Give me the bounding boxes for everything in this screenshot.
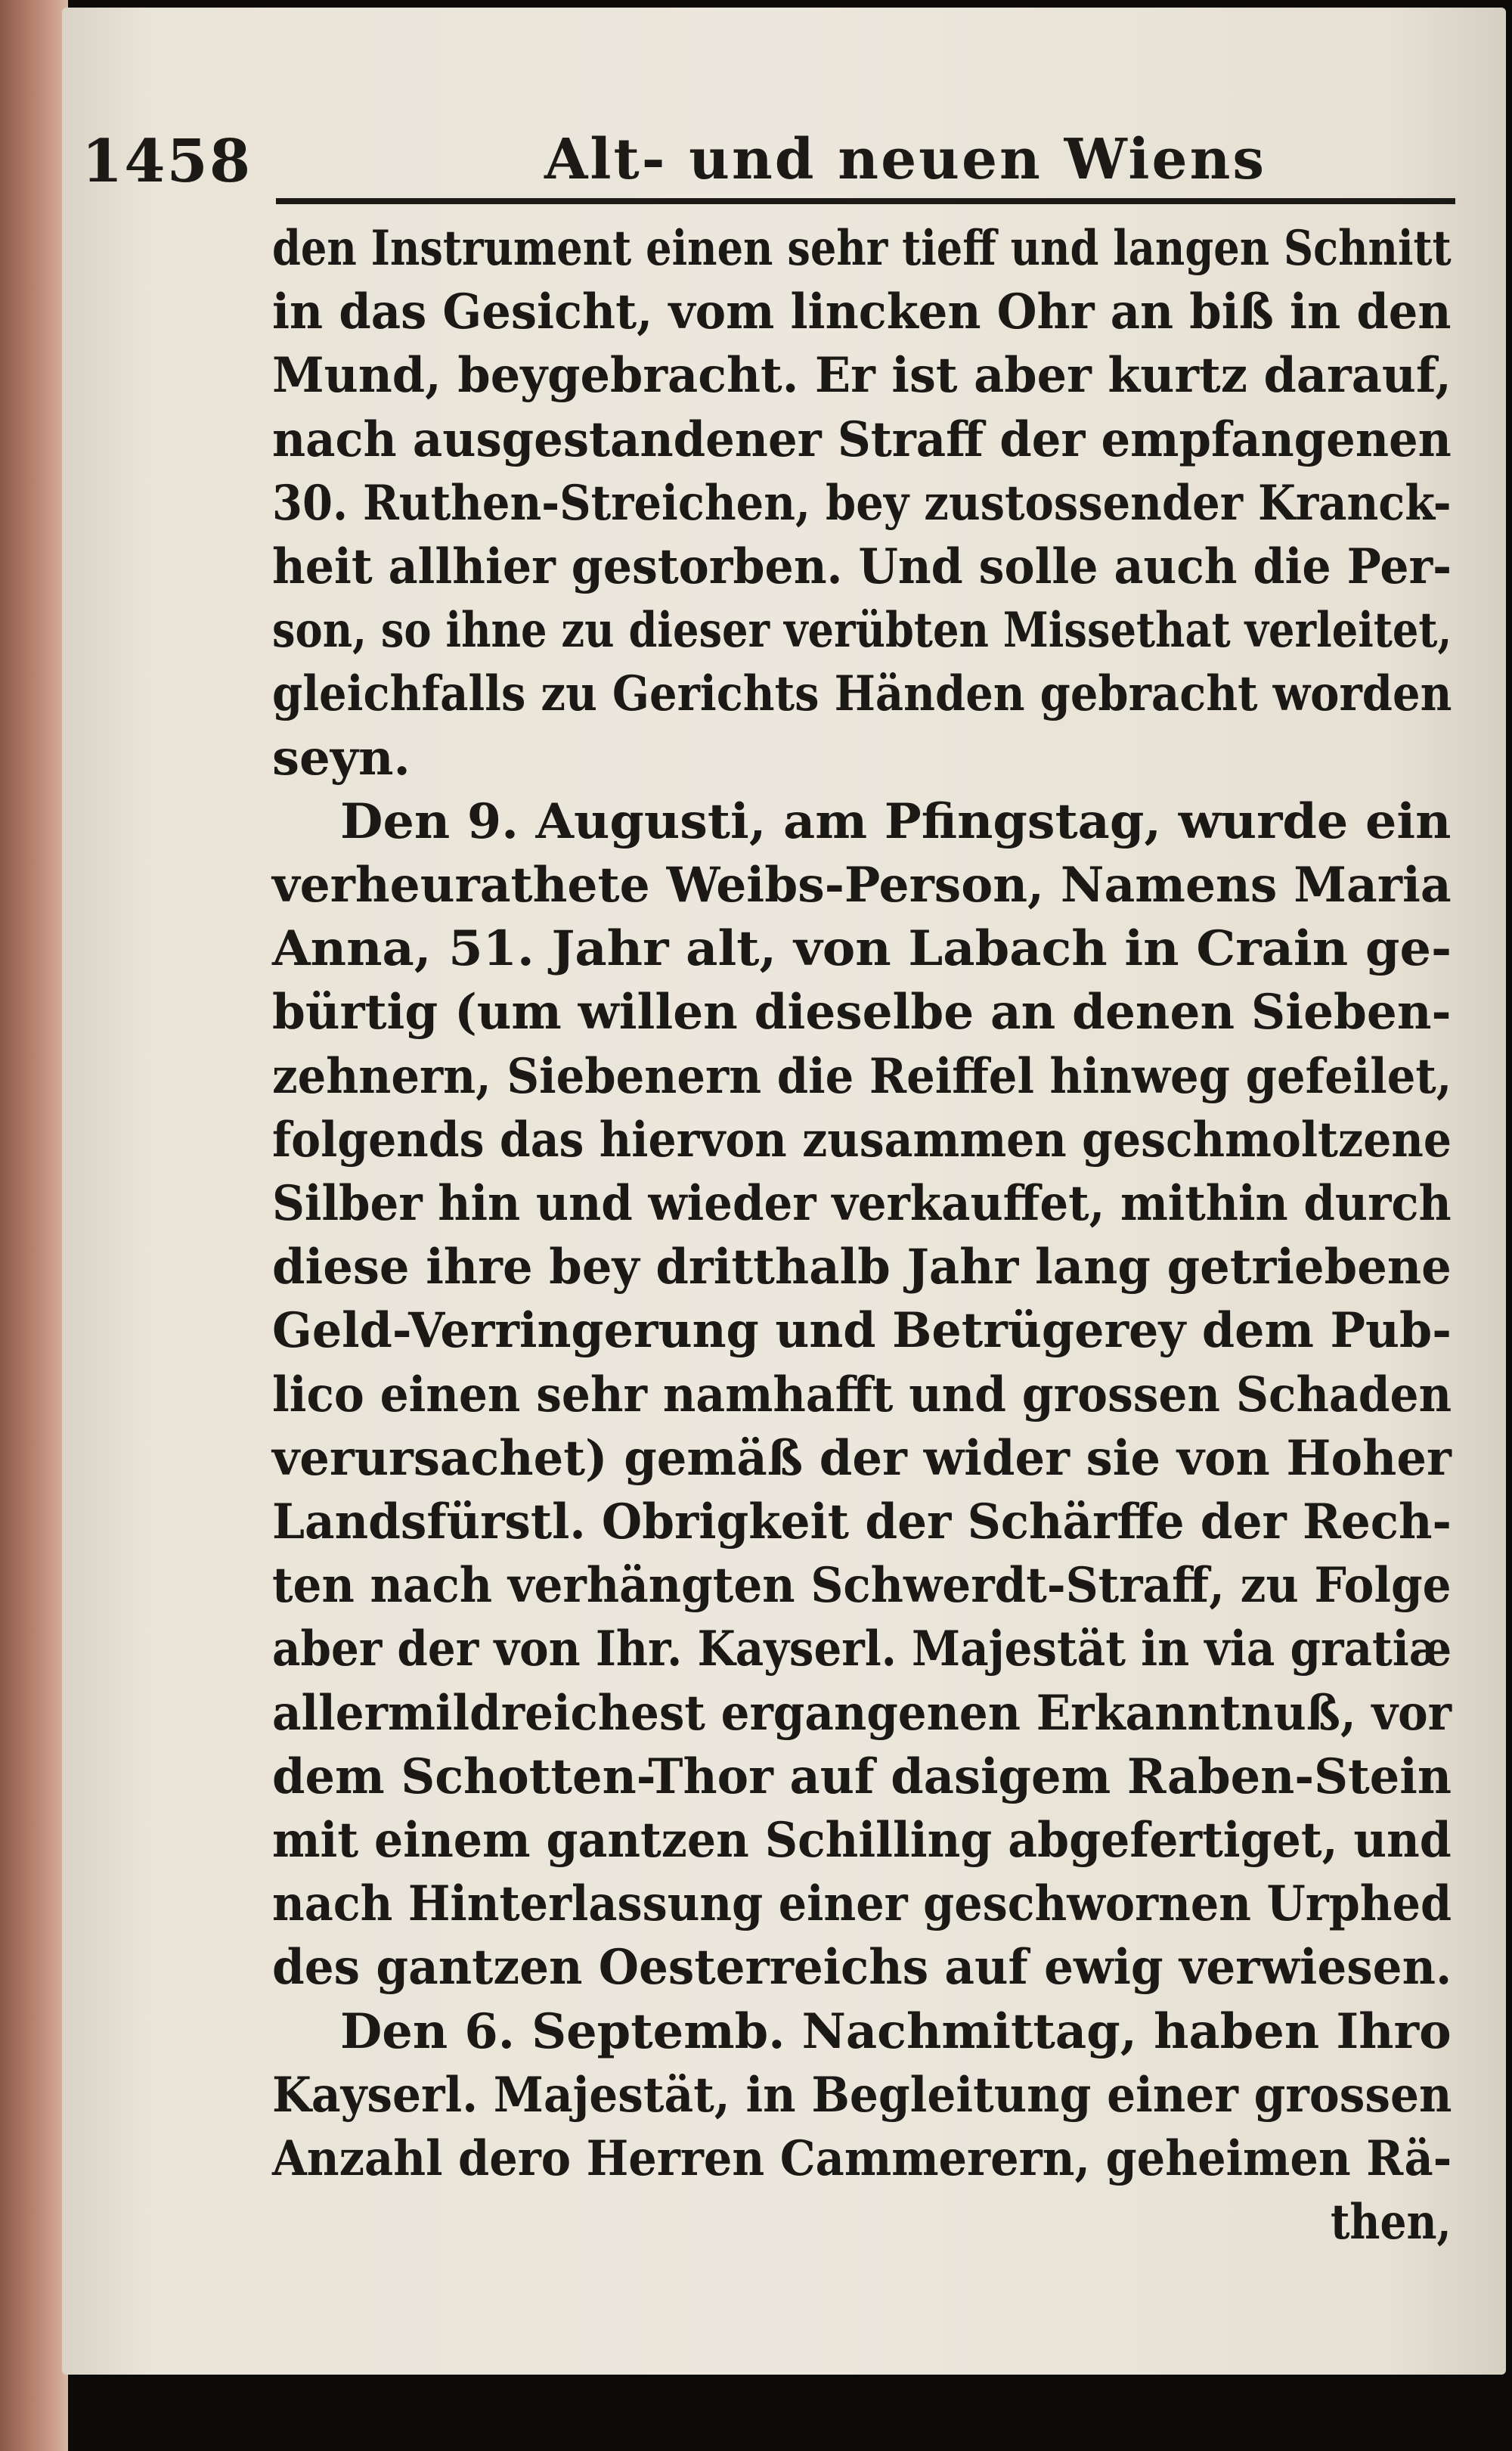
text-line: in das Gesicht, vom lincken Ohr an biß in den xyxy=(272,284,1452,341)
text-line: den Instrument einen sehr tieff und langen Schnitt xyxy=(272,220,1452,277)
header-rule xyxy=(276,198,1455,204)
text-line: mit einem gantzen Schilling abgefertiget, und xyxy=(272,1812,1452,1869)
text-line: ten nach verhängten Schwerdt-Straff, zu Folge xyxy=(272,1557,1452,1615)
text-line: allermildreichest ergangenen Erkanntnuß, vor xyxy=(272,1684,1452,1742)
text-line: zehnern, Siebenern die Reiffel hinweg gefeilet, xyxy=(272,1047,1452,1105)
running-head: Alt- und neuen Wiens xyxy=(544,127,1267,192)
text-line: nach Hinterlassung einer geschwornen Urphed xyxy=(272,1875,1452,1933)
text-line: nach ausgestandener Straff der empfangenen xyxy=(272,411,1452,468)
text-line: verursachet) gemäß der wider sie von Hoher xyxy=(272,1429,1452,1487)
text-line: Den 9. Augusti, am Pfingstag, wurde ein xyxy=(340,793,1452,850)
text-line: aber der von Ihr. Kayserl. Majestät in via gratiæ xyxy=(272,1621,1452,1678)
text-line: gleichfalls zu Gerichts Händen gebracht worden xyxy=(272,665,1452,723)
text-line: verheurathete Weibs-Person, Namens Maria xyxy=(272,857,1452,914)
text-line: Mund, beygebracht. Er ist aber kurtz darauf, xyxy=(272,347,1452,405)
page-number: 1458 xyxy=(82,127,253,196)
text-line: diese ihre bey dritthalb Jahr lang getriebene xyxy=(272,1239,1452,1296)
text-line: folgends das hiervon zusammen geschmoltzene xyxy=(272,1111,1452,1168)
text-line: heit allhier gestorben. Und solle auch die Per- xyxy=(272,538,1452,595)
book-edge xyxy=(0,0,68,2451)
text-line: son, so ihne zu dieser verübten Missethat verleitet, xyxy=(272,602,1452,659)
text-line: Anzahl dero Herren Cammerern, geheimen Rä- xyxy=(272,2130,1452,2187)
text-line: Kayserl. Majestät, in Begleitung einer grossen xyxy=(272,2066,1452,2124)
text-line: bürtig (um willen dieselbe an denen Sieben- xyxy=(272,984,1452,1041)
text-line: Anna, 51. Jahr alt, von Labach in Crain ge- xyxy=(272,920,1452,978)
text-line: des gantzen Oesterreichs auf ewig verwiesen. xyxy=(272,1939,1452,1996)
text-line: Landsfürstl. Obrigkeit der Schärffe der Rech- xyxy=(272,1494,1452,1550)
text-line: dem Schotten-Thor auf dasigem Raben-Stein xyxy=(272,1748,1452,1805)
text-line: lico einen sehr namhafft und grossen Schaden xyxy=(272,1366,1452,1423)
text-line: Geld-Verringerung und Betrügerey dem Pub- xyxy=(272,1302,1452,1360)
text-line: Silber hin und wieder verkauffet, mithin durch xyxy=(272,1175,1452,1232)
text-line: seyn. xyxy=(272,729,411,786)
text-line: Den 6. Septemb. Nachmittag, haben Ihro xyxy=(340,2003,1452,2060)
text-line: 30. Ruthen-Streichen, bey zustossender Kranck- xyxy=(272,474,1452,532)
text-line: then, xyxy=(1331,2194,1452,2251)
